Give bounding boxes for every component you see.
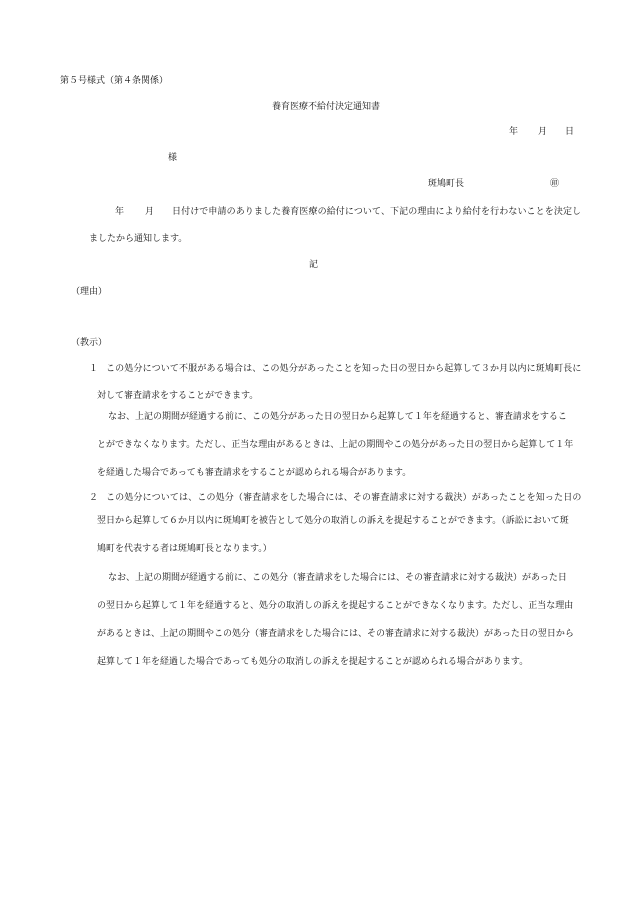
seal-mark: ㊞ xyxy=(550,179,560,189)
item-2-paragraph-2: なお、上記の期間が経過する前に、この処分（審査請求をした場合には、その審査請求に対する裁決）があった日の翌日から起算して１年を経過すると、処分の取消しの訴えを提起することができなくなります。ただし、正当な理由があるときは、上記の期間やこの処分（審査請求をした場合には、その審査請求に対する裁決）があった日の翌日から起算して１年を経過した場合であっても処分の取消しの訴えを提起することが認められる場合があります。 xyxy=(97,573,574,667)
item-1-line-2: 対して審査請求をすることができます。 xyxy=(97,391,259,401)
instruction-heading: （教示） xyxy=(71,338,108,348)
date-month: 月 xyxy=(538,127,548,137)
document-title: 養育医療不給付決定通知書 xyxy=(272,102,381,112)
item-1-paragraph-2: なお、上記の期間が経過する前に、この処分があった日の翌日から起算して１年を経過すると、審査請求をすることができなくなります。ただし、正当な理由があるときは、上記の期間やこの処分があった日の翌日から起算して１年を経過した場合であっても審査請求をすることが認められる場合があります。 xyxy=(97,412,574,478)
form-number: 第５号様式（第４条関係） xyxy=(60,76,169,86)
reason-heading: （理由） xyxy=(71,287,108,297)
body-line-1: 日付けで申請のありました養育医療の給付について、下記の理由により給付を行わないことを決定し xyxy=(172,207,582,217)
body-line-2: ましたから通知します。 xyxy=(89,234,188,244)
issuer-name: 斑鳩町長 xyxy=(428,179,465,189)
item-2-number: ２ xyxy=(89,493,99,503)
item-1-line-1: この処分について不服がある場合は、この処分があったことを知った日の翌日から起算して３か月以内に斑鳩町長に xyxy=(106,364,582,374)
item-2-line-1: この処分については、この処分（審査請求をした場合には、その審査請求に対する裁決）があったことを知った日の xyxy=(106,493,582,503)
item-2-continued: 翌日から起算して６か月以内に斑鳩町を被告として処分の取消しの訴えを提起することができます。（訴訟において斑鳩町を代表する者は斑鳩町長となります。） xyxy=(97,516,569,554)
body-year: 年 xyxy=(115,207,125,217)
body-month: 月 xyxy=(145,207,155,217)
ki-heading: 記 xyxy=(309,260,319,270)
date-day: 日 xyxy=(565,127,575,137)
item-1-number: １ xyxy=(89,364,99,374)
addressee-suffix: 様 xyxy=(168,153,178,163)
date-year: 年 xyxy=(509,127,519,137)
